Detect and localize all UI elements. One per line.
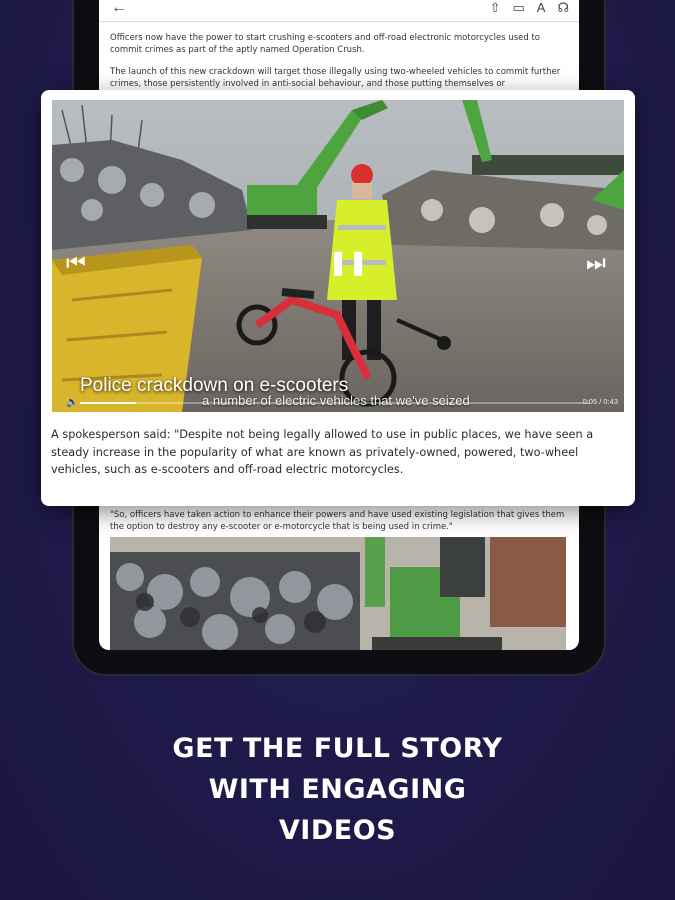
video-card [41, 90, 635, 506]
card-paragraph: A spokesperson said: "Despite not being legally allowed to use in public places, we have seen a steady increase in the popularity of what are known as privately-owned, powered, two-wheel vehicles, such as e-scooters and off-road electric motorcycles. [51, 428, 594, 476]
headphones-icon[interactable]: ☊ [557, 0, 569, 15]
promo-line: GET THE FULL STORY [172, 733, 503, 764]
video-time: 0:05 / 0:43 [582, 397, 618, 406]
skip-next-icon[interactable]: ⏭ [586, 250, 606, 275]
arrow-left-icon[interactable]: ← [111, 0, 127, 16]
video-subtitle: a number of electric vehicles that we've seized [202, 393, 470, 408]
progress-bar[interactable] [80, 402, 590, 404]
bookmark-icon[interactable]: ▭ [512, 0, 525, 15]
video-player[interactable] [52, 100, 624, 412]
article-toolbar [99, 0, 579, 22]
progress-fill [80, 402, 136, 404]
pause-icon[interactable]: ❚❚ [328, 249, 369, 276]
promo-line: VIDEOS [278, 815, 397, 846]
article-body [99, 22, 579, 90]
article-paragraph: The launch of this new crackdown will target those illegally using two-wheeled vehicles to commit further crimes, those persistently involved in anti-social behaviour, and those putting themselves or [110, 67, 561, 89]
video-title: Police crackdown on e-scooters [80, 375, 349, 396]
article-paragraph: "So, officers have taken action to enhance their powers and have used existing legislation that gives them the option to destroy any e-scooter or e-motorcycle that is being used in crime." [110, 510, 565, 532]
toolbar-actions [490, 0, 569, 16]
share-icon[interactable]: ⇧ [489, 0, 501, 15]
promo-headline [0, 728, 675, 851]
article-photo[interactable] [110, 537, 566, 650]
volume-icon[interactable]: 🔈 [66, 397, 79, 408]
promo-line: WITH ENGAGING [208, 774, 467, 805]
text-size-icon[interactable]: A [536, 0, 546, 15]
article-paragraph: Officers now have the power to start crushing e-scooters and off-road electronic motorcycles used to commit crimes as part of the aptly named Operation Crush. [110, 33, 540, 55]
skip-previous-icon[interactable]: ⏮ [66, 250, 86, 275]
